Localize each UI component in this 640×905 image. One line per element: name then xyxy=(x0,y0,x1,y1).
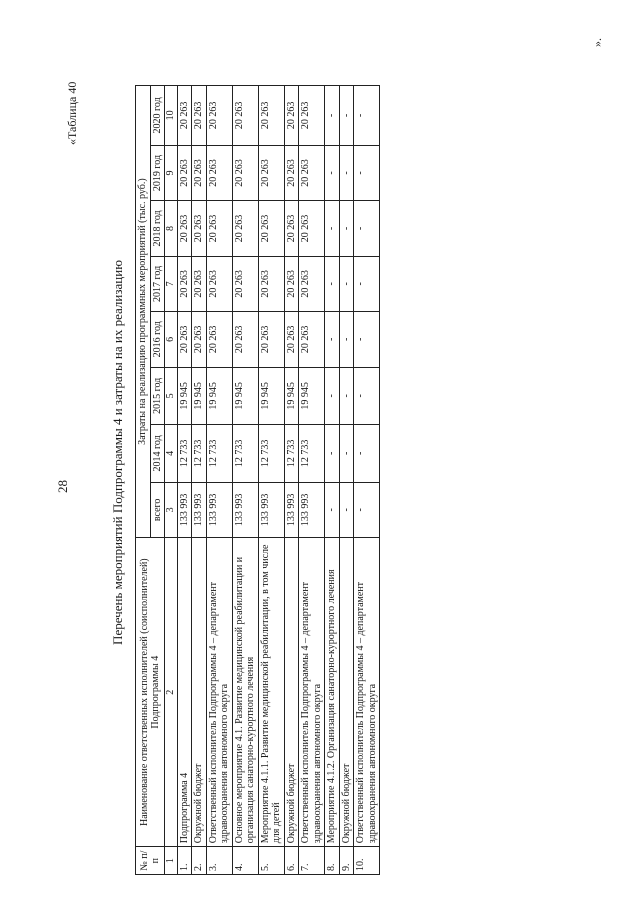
row-year-cell: 12 733 xyxy=(299,425,325,483)
row-year-cell: 20 263 xyxy=(284,312,299,367)
table-label: «Таблица 40 xyxy=(65,81,79,145)
row-number-cell: 4. xyxy=(232,847,258,875)
row-year-cell: 19 945 xyxy=(258,367,284,425)
table-body xyxy=(177,86,380,875)
row-number-cell: 2. xyxy=(192,847,207,875)
row-total-cell: 133 993 xyxy=(206,482,232,537)
row-year-cell: 12 733 xyxy=(232,425,258,483)
row-year-cell: 20 263 xyxy=(232,256,258,311)
table-row xyxy=(232,86,258,875)
row-year-cell: 20 263 xyxy=(192,256,207,311)
row-name-cell: Окружной бюджет xyxy=(339,538,354,847)
row-year-cell: 19 945 xyxy=(299,367,325,425)
row-year-cell: 20 263 xyxy=(258,145,284,200)
row-year-cell: - xyxy=(339,86,354,146)
table-row xyxy=(325,86,340,875)
row-year-cell: 20 263 xyxy=(299,86,325,146)
row-year-cell: 20 263 xyxy=(206,312,232,367)
row-number-cell: 1. xyxy=(177,847,192,875)
row-year-cell: 20 263 xyxy=(232,86,258,146)
row-year-cell: 12 733 xyxy=(258,425,284,483)
column-index-cell: 2 xyxy=(165,538,178,847)
closing-quote: ». xyxy=(590,38,604,47)
column-index-cell: 6 xyxy=(165,312,178,367)
row-year-cell: 20 263 xyxy=(258,312,284,367)
row-year-cell: 20 263 xyxy=(177,312,192,367)
row-year-cell: 20 263 xyxy=(206,145,232,200)
table-row xyxy=(206,86,232,875)
row-year-cell: - xyxy=(339,367,354,425)
row-year-cell: 20 263 xyxy=(192,312,207,367)
row-name-cell: Основное мероприятие 4.1. Развитие медицинской реабилитации и организация санаторно-курортного лечения xyxy=(232,538,258,847)
column-index-cell: 7 xyxy=(165,256,178,311)
header-year: 2019 год xyxy=(150,145,165,200)
table-row xyxy=(258,86,284,875)
row-year-cell: - xyxy=(339,201,354,256)
row-name-cell: Мероприятие 4.1.2. Организация санаторно-курортного лечения xyxy=(325,538,340,847)
row-year-cell: 20 263 xyxy=(299,145,325,200)
row-year-cell: - xyxy=(325,312,340,367)
header-costs: Затраты на реализацию программных мероприятий (тыс. руб.) xyxy=(136,86,151,538)
column-index-cell: 8 xyxy=(165,201,178,256)
column-index-cell: 10 xyxy=(165,86,178,146)
header-year: 2016 год xyxy=(150,312,165,367)
row-year-cell: 20 263 xyxy=(206,256,232,311)
header-number: № п/п xyxy=(136,847,165,875)
row-year-cell: 12 733 xyxy=(192,425,207,483)
table-row xyxy=(339,86,354,875)
document-title: Перечень мероприятий Подпрограммы 4 и затраты на их реализацию xyxy=(110,260,125,645)
row-year-cell: 12 733 xyxy=(206,425,232,483)
column-index-row xyxy=(165,86,178,875)
row-year-cell: 12 733 xyxy=(177,425,192,483)
row-year-cell: 20 263 xyxy=(284,86,299,146)
header-name: Наименование ответственных исполнителей (соисполнителей) Подпрограммы 4 xyxy=(136,538,165,847)
row-year-cell: 20 263 xyxy=(284,201,299,256)
row-year-cell: 20 263 xyxy=(232,312,258,367)
row-number-cell: 9. xyxy=(339,847,354,875)
column-index-cell: 9 xyxy=(165,145,178,200)
header-year: 2015 год xyxy=(150,367,165,425)
header-year: 2018 год xyxy=(150,201,165,256)
row-total-cell: 133 993 xyxy=(232,482,258,537)
row-year-cell: 20 263 xyxy=(232,145,258,200)
row-year-cell: - xyxy=(325,367,340,425)
row-name-cell: Мероприятие 4.1.1. Развитие медицинской реабилитации, в том числе для детей xyxy=(258,538,284,847)
row-number-cell: 6. xyxy=(284,847,299,875)
row-total-cell: - xyxy=(354,482,380,537)
row-year-cell: 20 263 xyxy=(299,312,325,367)
row-year-cell: 20 263 xyxy=(258,201,284,256)
row-number-cell: 7. xyxy=(299,847,325,875)
row-name-cell: Подпрограмма 4 xyxy=(177,538,192,847)
row-year-cell: - xyxy=(354,201,380,256)
row-name-cell: Ответственный исполнитель Подпрограммы 4 – департамент здравоохранения автономного округа xyxy=(206,538,232,847)
header-year: 2014 год xyxy=(150,425,165,483)
row-year-cell: 20 263 xyxy=(258,256,284,311)
row-name-cell: Окружной бюджет xyxy=(284,538,299,847)
row-number-cell: 3. xyxy=(206,847,232,875)
table-row xyxy=(284,86,299,875)
row-year-cell: 19 945 xyxy=(284,367,299,425)
row-year-cell: - xyxy=(325,145,340,200)
row-year-cell: - xyxy=(325,86,340,146)
row-year-cell: 20 263 xyxy=(177,256,192,311)
header-year: 2020 год xyxy=(150,86,165,146)
row-year-cell: - xyxy=(354,312,380,367)
row-name-cell: Окружной бюджет xyxy=(192,538,207,847)
row-total-cell: 133 993 xyxy=(192,482,207,537)
row-year-cell: 20 263 xyxy=(258,86,284,146)
row-year-cell: - xyxy=(354,86,380,146)
header-year: 2017 год xyxy=(150,256,165,311)
row-year-cell: 20 263 xyxy=(192,201,207,256)
row-year-cell: 20 263 xyxy=(299,201,325,256)
row-number-cell: 5. xyxy=(258,847,284,875)
row-year-cell: 20 263 xyxy=(284,256,299,311)
row-year-cell: 20 263 xyxy=(177,86,192,146)
row-name-cell: Ответственный исполнитель Подпрограммы 4 – департамент здравоохранения автономного округа xyxy=(354,538,380,847)
row-year-cell: - xyxy=(325,201,340,256)
row-year-cell: - xyxy=(339,256,354,311)
row-year-cell: - xyxy=(354,145,380,200)
column-index-cell: 3 xyxy=(165,482,178,537)
row-number-cell: 8. xyxy=(325,847,340,875)
header-total: всего xyxy=(150,482,165,537)
row-year-cell: 20 263 xyxy=(284,145,299,200)
row-year-cell: 20 263 xyxy=(177,145,192,200)
row-year-cell: 19 945 xyxy=(192,367,207,425)
row-year-cell: - xyxy=(339,312,354,367)
table-row xyxy=(299,86,325,875)
row-year-cell: - xyxy=(354,425,380,483)
row-year-cell: - xyxy=(339,145,354,200)
row-total-cell: 133 993 xyxy=(258,482,284,537)
row-name-cell: Ответственный исполнитель Подпрограммы 4 – департамент здравоохранения автономного округа xyxy=(299,538,325,847)
row-year-cell: 20 263 xyxy=(206,201,232,256)
row-year-cell: - xyxy=(325,256,340,311)
table-row xyxy=(177,86,192,875)
row-year-cell: 20 263 xyxy=(192,145,207,200)
page-number: 28 xyxy=(55,480,70,493)
row-year-cell: 20 263 xyxy=(232,201,258,256)
row-year-cell: 20 263 xyxy=(299,256,325,311)
row-year-cell: - xyxy=(325,425,340,483)
column-index-cell: 1 xyxy=(165,847,178,875)
row-total-cell: - xyxy=(325,482,340,537)
row-year-cell: 19 945 xyxy=(206,367,232,425)
row-year-cell: 12 733 xyxy=(284,425,299,483)
row-year-cell: - xyxy=(354,256,380,311)
row-year-cell: 20 263 xyxy=(192,86,207,146)
column-index-cell: 4 xyxy=(165,425,178,483)
row-year-cell: - xyxy=(339,425,354,483)
row-total-cell: 133 993 xyxy=(299,482,325,537)
costs-table xyxy=(135,85,380,875)
row-total-cell: 133 993 xyxy=(284,482,299,537)
table-row xyxy=(192,86,207,875)
row-year-cell: - xyxy=(354,367,380,425)
row-total-cell: 133 993 xyxy=(177,482,192,537)
row-year-cell: 20 263 xyxy=(206,86,232,146)
column-index-cell: 5 xyxy=(165,367,178,425)
row-number-cell: 10. xyxy=(354,847,380,875)
row-year-cell: 20 263 xyxy=(177,201,192,256)
table-row xyxy=(354,86,380,875)
row-year-cell: 19 945 xyxy=(232,367,258,425)
row-year-cell: 19 945 xyxy=(177,367,192,425)
row-total-cell: - xyxy=(339,482,354,537)
